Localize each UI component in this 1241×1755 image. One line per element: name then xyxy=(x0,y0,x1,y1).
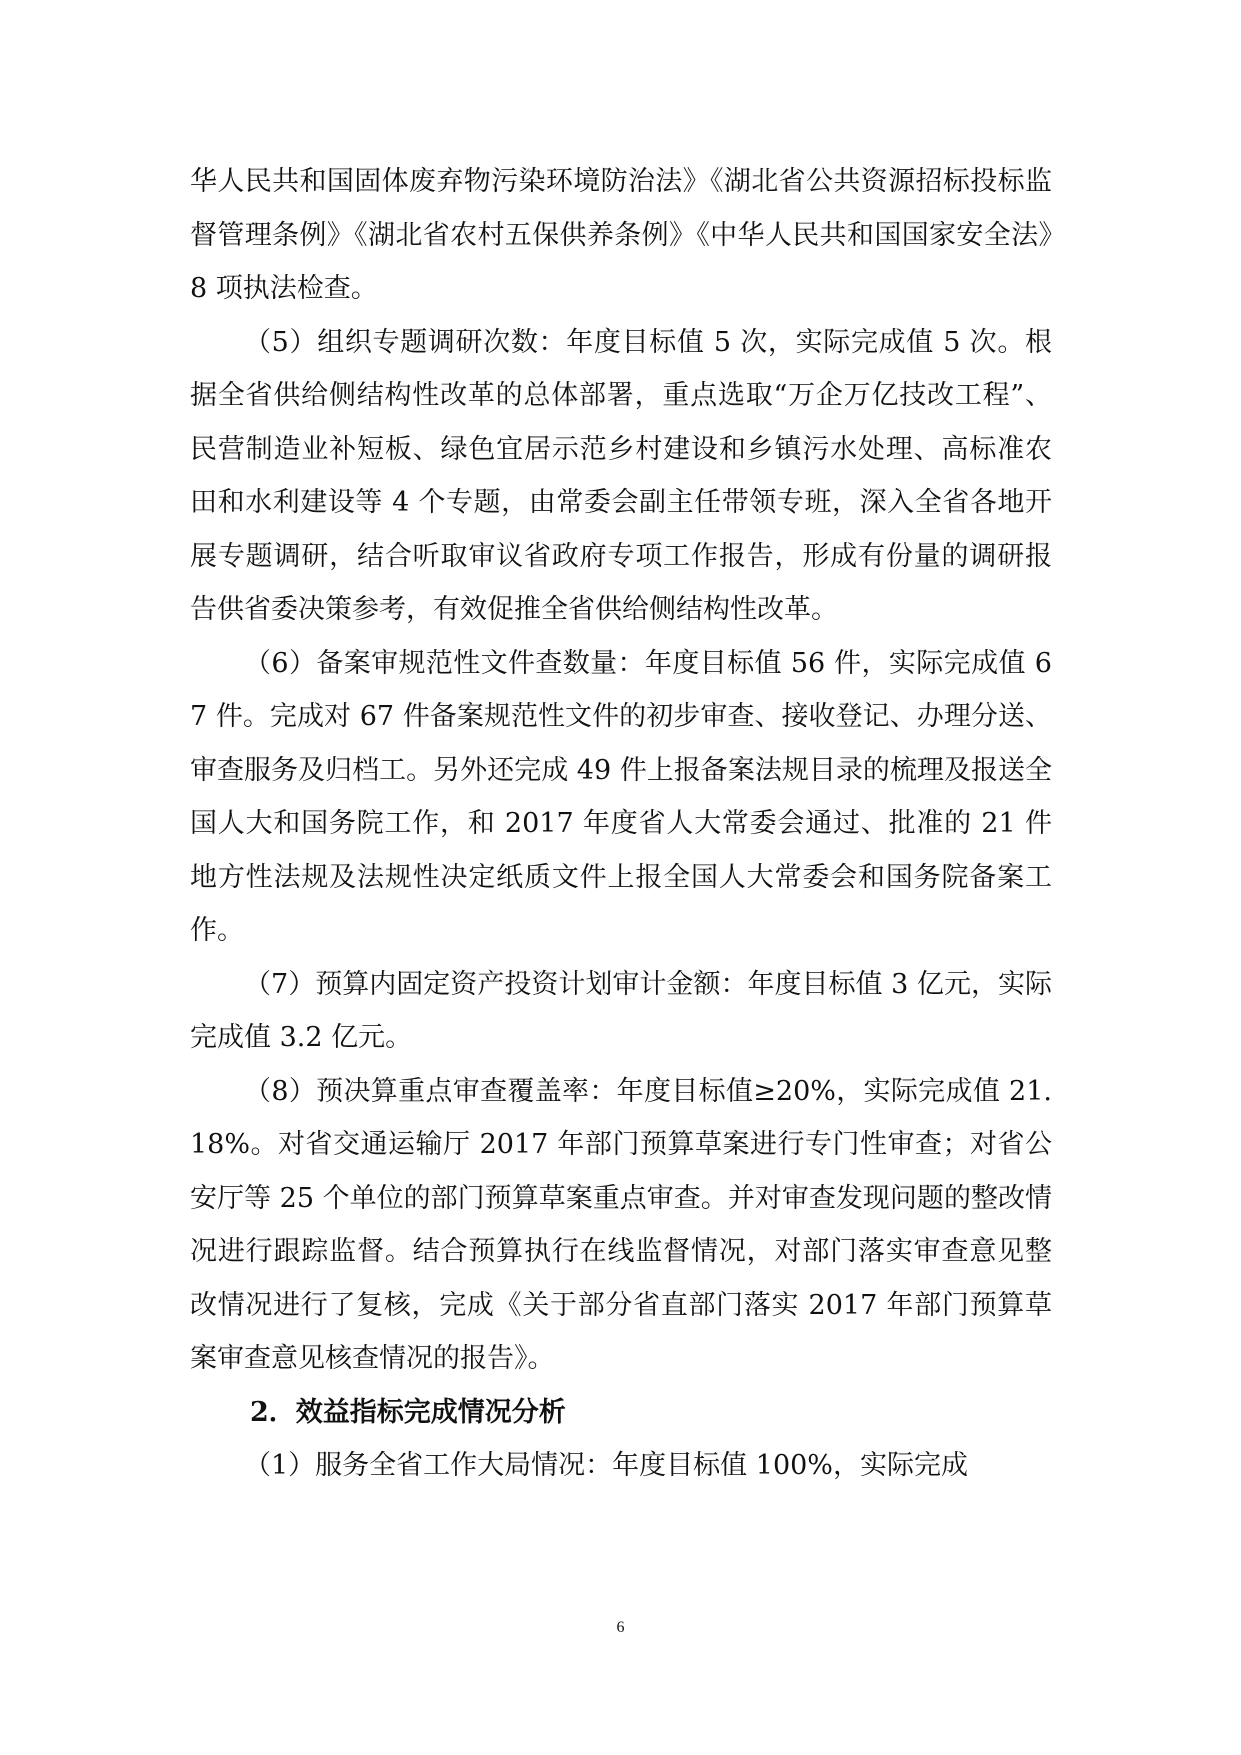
paragraph-special-research: （5）组织专题调研次数：年度目标值 5 次，实际完成值 5 次。根据全省供给侧结构性改革的总体部署，重点选取“万企万亿技改工程”、民营制造业补短板、绿色宜居示范乡村建设和乡镇污水处理、高标准农田和水利建设等 4 个专题，由常委会副主任带领专班，深入全省各地开展专题调研，结合听取审议省政府专项工作报告，形成有份量的调研报告供省委决策参考，有效促推全省供给侧结构性改革。 xyxy=(190,326,1052,625)
section-heading-benefit-indicators: 2．效益指标完成情况分析 xyxy=(250,1396,566,1428)
paragraph-budget-review-coverage: （8）预决算重点审查覆盖率：年度目标值≥20%，实际完成值 21.18%。对省交通运输厅 2017 年部门预算草案进行专门性审查；对省公安厅等 25 个单位的部门预算草案重点审查。并对审查发现问题的整改情况进行跟踪监督。结合预算执行在线监督情况，对部门落实审查意见整改情况进行了复核，完成《关于部分省直部门落实 2017 年部门预算草案审查意见核查情况的报告》。 xyxy=(190,1075,1052,1374)
paragraph-serve-overall-work: （1）服务全省工作大局情况：年度目标值 100%，实际完成 xyxy=(244,1450,968,1481)
paragraph-law-enforcement-checks: 华人民共和国固体废弃物污染环境防治法》《湖北省公共资源招标投标监督管理条例》《湖北省农村五保供养条例》《中华人民共和国国家安全法》8 项执法检查。 xyxy=(190,166,1052,304)
paragraph-fixed-asset-audit: （7）预算内固定资产投资计划审计金额：年度目标值 3 亿元，实际完成值 3.2 亿元。 xyxy=(190,968,1052,1053)
page-number: 6 xyxy=(616,1619,625,1636)
paragraph-normative-documents: （6）备案审规范性文件查数量：年度目标值 56 件，实际完成值 67 件。完成对 67 件备案规范性文件的初步审查、接收登记、办理分送、审查服务及归档工。另外还完成 49 件上报备案法规目录的梳理及报送全国人大和国务院工作，和 2017 年度省人大常委会通过、批准的 21 件地方性法规及法规性决定纸质文件上报全国人大常委会和国务院备案工作。 xyxy=(190,647,1052,946)
body-text xyxy=(190,155,1052,1493)
